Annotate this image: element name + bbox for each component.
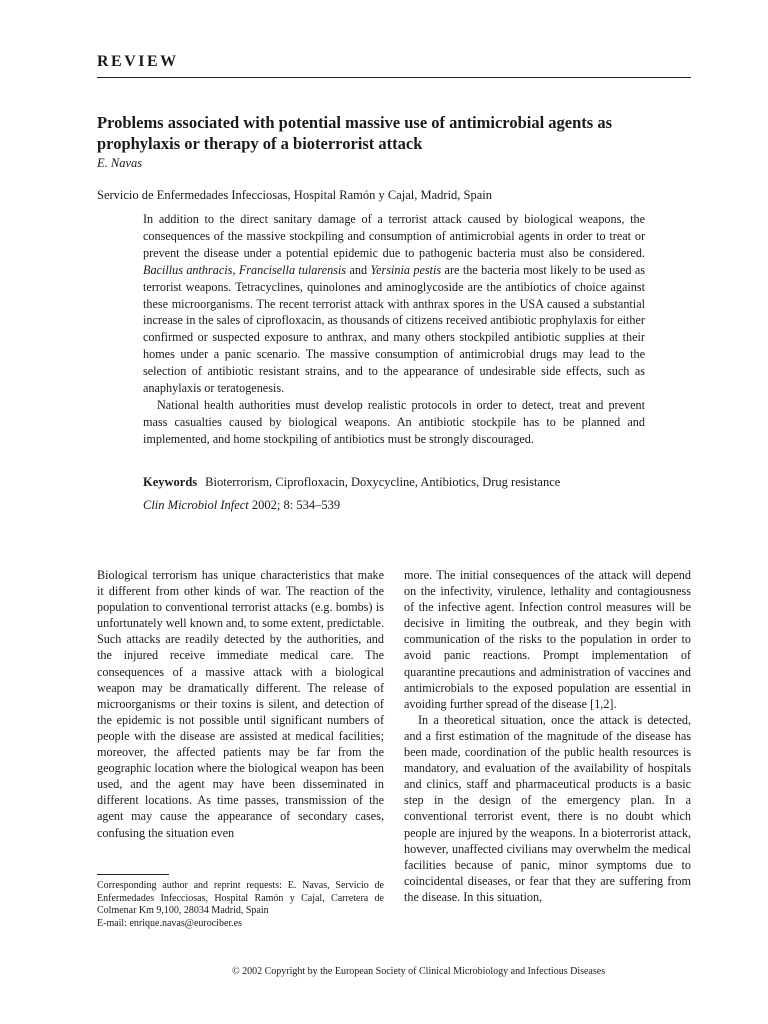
- body-column-right: [404, 567, 691, 905]
- journal-citation: [143, 498, 340, 513]
- species-name: Yersinia pestis: [370, 262, 442, 277]
- abstract-paragraph: National health authorities must develop realistic protocols in order to detect, treat and prevent mass casualties caused by biological weapons. An antibiotic stockpile has to be planned and implemented, and home stockpiling of antibiotics must be strongly discouraged.: [143, 397, 645, 446]
- body-paragraph: In a theoretical situation, once the attack is detected, and a first estimation of the magnitude of the disease has been made, coordination of the public health resources is mandatory, and evaluation of the availability of hospitals and clinics, staff and pharmaceutical products is a basic step in the design of the emergency plan. In a conventional terrorist event, there is no doubt which people are injured by the weapons. In a bioterrorist attack, however, unaffected civilians may overwhelm the medical facilities because of panic, minor symptoms due to coincidental diseases, or fear that they are suffering from the disease. In this situation,: [404, 712, 691, 904]
- abstract-text: and: [346, 262, 371, 277]
- keywords-label: Keywords: [143, 475, 198, 489]
- correspondence-footnote: [97, 880, 384, 930]
- article-title: Problems associated with potential massive use of antimicrobial agents as prophylaxis or therapy of a bioterrorist attack: [97, 113, 613, 153]
- keywords: [143, 475, 663, 490]
- body-paragraph: more. The initial consequences of the attack will depend on the infectivity, virulence, lethality and contagiousness of the infective agent. Infection control measures will be decisive in limiting the outbreak, and they begin with communication of the risks to the population in order to avoid panic reactions. Prompt implementation of quarantine precautions and administration of vaccines and antimicrobials to the exposed population are essential in avoiding further spread of the disease [1,2].: [404, 568, 691, 711]
- abstract-text: are the bacteria most likely to be used as terrorist weapons. Tetracyclines, quinolones and aminoglycoside are the antibiotics of choice against these microorganisms. The recent terrorist attack with anthrax spores in the USA caused a substantial increase in the sales of ciprofloxacin, as thousands of citizens received antibiotic prophylaxis for either confirmed or suspected exposure to anthrax, and many others stockpiled antibiotic supplies at their homes under a panic scenario. The massive consumption of antimicrobial drugs may lead to the selection of antibiotic resistant strains, and to the appearance of undesirable side effects, such as anaphylaxis or teratogenesis.: [143, 262, 645, 396]
- abstract: [143, 211, 645, 448]
- body-column-left: [97, 567, 384, 841]
- journal-name: Clin Microbiol Infect: [143, 498, 249, 512]
- body-paragraph: Biological terrorism has unique characteristics that make it different from other kinds of war. The reaction of the population to conventional terrorist attacks (e.g. bombs) is unfortunately well known and, to some extent, predictable. Such attacks are readily detected by the authorities, and the injured receive immediate medical care. The consequences of a massive attack with a biological weapon may be dramatically different. The release of microorganisms or their toxins is silent, and detection of the epidemic is not possible until significant numbers of people with the disease are assisted at medical facilities; moreover, the affected patients may be far from the geographic location where the biological weapon has been used, and the agent may have been disseminated in different locations. As time passes, transmission of the agent may cause the appearance of secondary cases, confusing the situation even: [97, 568, 385, 840]
- citation-details: 2002; 8: 534–539: [248, 498, 341, 512]
- copyright-notice: © 2002 Copyright by the European Society of Clinical Microbiology and Infectious Diseases: [232, 966, 606, 977]
- abstract-text: In addition to the direct sanitary damage of a terrorist attack caused by biological weapons, the consequences of the massive stockpiling and consumption of antimicrobial agents in order to treat or prevent the disease under a potential epidemic due to pathogenic bacteria must also be considered.: [143, 212, 645, 260]
- footnote-text: Corresponding author and reprint requests: E. Navas, Servicio de Enfermedades Infecciosas, Hospital Ramón y Cajal, Carretera de Colmenar Km 9,100, 28034 Madrid, Spain: [97, 880, 384, 917]
- species-name: Bacillus anthracis: [143, 262, 233, 277]
- abstract-paragraph: [143, 211, 645, 397]
- abstract-text: ,: [232, 262, 239, 277]
- footnote-email: E-mail: enrique.navas@eurociber.es: [97, 917, 242, 929]
- keywords-terms: Bioterrorism, Ciprofloxacin, Doxycycline, Antibiotics, Drug resistance: [205, 475, 561, 489]
- author-name: E. Navas: [97, 156, 143, 170]
- section-divider: [97, 77, 691, 78]
- author-affiliation: Servicio de Enfermedades Infecciosas, Hospital Ramón y Cajal, Madrid, Spain: [97, 188, 493, 202]
- section-label: REVIEW: [97, 53, 179, 70]
- species-name: Francisella tularensis: [238, 262, 347, 277]
- footnote-divider: [97, 874, 169, 875]
